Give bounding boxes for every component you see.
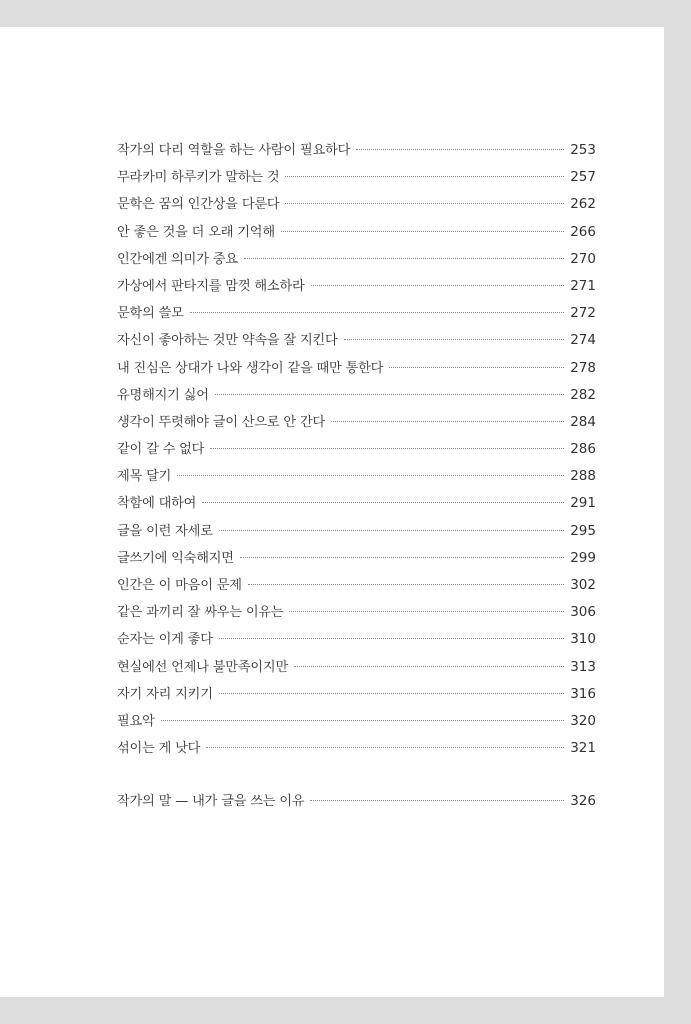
toc-dot-leader (311, 285, 565, 286)
toc-entry-title: 안 좋은 것을 더 오래 기억해 (117, 224, 275, 240)
toc-entry-title: 순자는 이게 좋다 (117, 632, 213, 648)
toc-page-number: 321 (570, 740, 596, 757)
toc-entry (117, 737, 596, 764)
toc-page-number: 274 (570, 332, 596, 349)
toc-page-number: 316 (570, 685, 596, 702)
toc-entry (117, 683, 596, 710)
toc-entry (117, 710, 596, 737)
toc-entry (117, 411, 596, 438)
toc-entry (117, 139, 596, 166)
toc-dot-leader (161, 720, 565, 721)
toc-dot-leader (285, 203, 564, 204)
toc-entry-title: 섞이는 게 낫다 (117, 741, 201, 757)
toc-page-number: 313 (570, 658, 596, 675)
toc-entry-title: 작가의 말 — 내가 글을 쓰는 이유 (117, 794, 305, 810)
toc-page-number: 253 (570, 142, 596, 158)
toc-dot-leader (219, 638, 564, 639)
toc-dot-leader (202, 502, 564, 503)
toc-page-number: 288 (570, 468, 596, 485)
toc-entry (117, 248, 596, 275)
toc-page-number: 320 (570, 712, 596, 729)
toc-page-number: 284 (570, 413, 596, 430)
toc-entry-closing (117, 790, 596, 817)
toc-page-number: 291 (570, 495, 596, 512)
toc-entry (117, 329, 596, 356)
table-of-contents (117, 139, 596, 818)
toc-entry (117, 384, 596, 411)
toc-entry-title: 작가의 다리 역할을 하는 사람이 필요하다 (117, 143, 351, 158)
toc-entry-title: 자신이 좋아하는 것만 약속을 잘 지킨다 (117, 333, 338, 349)
toc-dot-leader (190, 312, 565, 313)
toc-entry (117, 438, 596, 465)
toc-section-gap (117, 764, 596, 790)
toc-entry-title: 내 진심은 상대가 나와 생각이 같을 때만 통한다 (117, 360, 384, 376)
toc-entry-title: 문학의 쓸모 (117, 306, 184, 322)
toc-entry-title: 제목 달기 (117, 469, 172, 485)
toc-dot-leader (215, 394, 564, 395)
toc-entry-title: 생각이 뚜렷해야 글이 산으로 안 간다 (117, 414, 326, 430)
toc-page-number: 295 (570, 522, 596, 539)
toc-page-number: 262 (570, 196, 596, 213)
toc-page-number: 271 (570, 277, 596, 294)
toc-page-number: 326 (570, 793, 596, 810)
toc-entry-title: 자기 자리 지키기 (117, 686, 213, 702)
toc-entry-title: 필요악 (117, 713, 155, 729)
toc-entry-title: 착함에 대하여 (117, 496, 197, 512)
toc-entry-title: 같은 과끼리 잘 싸우는 이유는 (117, 605, 284, 621)
toc-page-number: 272 (570, 305, 596, 322)
toc-dot-leader (281, 231, 564, 232)
toc-entry-title: 인간에겐 의미가 중요 (117, 251, 238, 267)
toc-entry (117, 628, 596, 655)
toc-page-number: 310 (570, 631, 596, 648)
toc-entry (117, 465, 596, 492)
toc-entry-title: 글을 이런 자세로 (117, 523, 213, 539)
toc-dot-leader (240, 557, 564, 558)
toc-dot-leader (248, 584, 564, 585)
toc-entry (117, 275, 596, 302)
toc-dot-leader (331, 421, 564, 422)
toc-dot-leader (210, 448, 564, 449)
toc-page-number: 282 (570, 386, 596, 403)
toc-page-number: 270 (570, 250, 596, 267)
toc-entry (117, 221, 596, 248)
toc-dot-leader (310, 800, 564, 801)
book-page (0, 27, 664, 997)
toc-entry (117, 193, 596, 220)
toc-entry-title: 유명해지기 싫어 (117, 387, 209, 403)
toc-entry (117, 520, 596, 547)
toc-entry-title: 현실에선 언제나 불만족이지만 (117, 659, 288, 675)
toc-dot-leader (206, 747, 564, 748)
toc-entry (117, 656, 596, 683)
toc-entry (117, 166, 596, 193)
toc-dot-leader (219, 530, 564, 531)
toc-entry (117, 574, 596, 601)
toc-page-number: 302 (570, 577, 596, 593)
toc-page-number: 299 (570, 549, 596, 566)
toc-page-number: 286 (570, 441, 596, 458)
toc-entry-title: 무라카미 하루키가 말하는 것 (117, 170, 280, 186)
toc-dot-leader (344, 339, 565, 340)
toc-dot-leader (244, 258, 564, 259)
toc-entry (117, 492, 596, 519)
toc-dot-leader (389, 367, 564, 368)
toc-entry (117, 302, 596, 329)
toc-dot-leader (356, 149, 564, 150)
toc-entry-title: 인간은 이 마음이 문제 (117, 578, 242, 593)
toc-entry-title: 글쓰기에 익숙해지면 (117, 550, 234, 566)
toc-dot-leader (219, 693, 564, 694)
toc-dot-leader (177, 475, 564, 476)
toc-page-number: 306 (570, 604, 596, 621)
toc-entry (117, 357, 596, 384)
toc-dot-leader (289, 611, 564, 612)
toc-page-number: 278 (570, 359, 596, 376)
toc-page-number: 266 (570, 223, 596, 240)
toc-entry (117, 547, 596, 574)
toc-dot-leader (285, 176, 564, 177)
toc-entry (117, 601, 596, 628)
toc-entry-title: 같이 갈 수 없다 (117, 442, 205, 458)
toc-entry-title: 가상에서 판타지를 맘껏 해소하라 (117, 278, 305, 294)
toc-entry-title: 문학은 꿈의 인간상을 다룬다 (117, 197, 280, 213)
toc-dot-leader (294, 666, 564, 667)
toc-page-number: 257 (570, 169, 596, 186)
